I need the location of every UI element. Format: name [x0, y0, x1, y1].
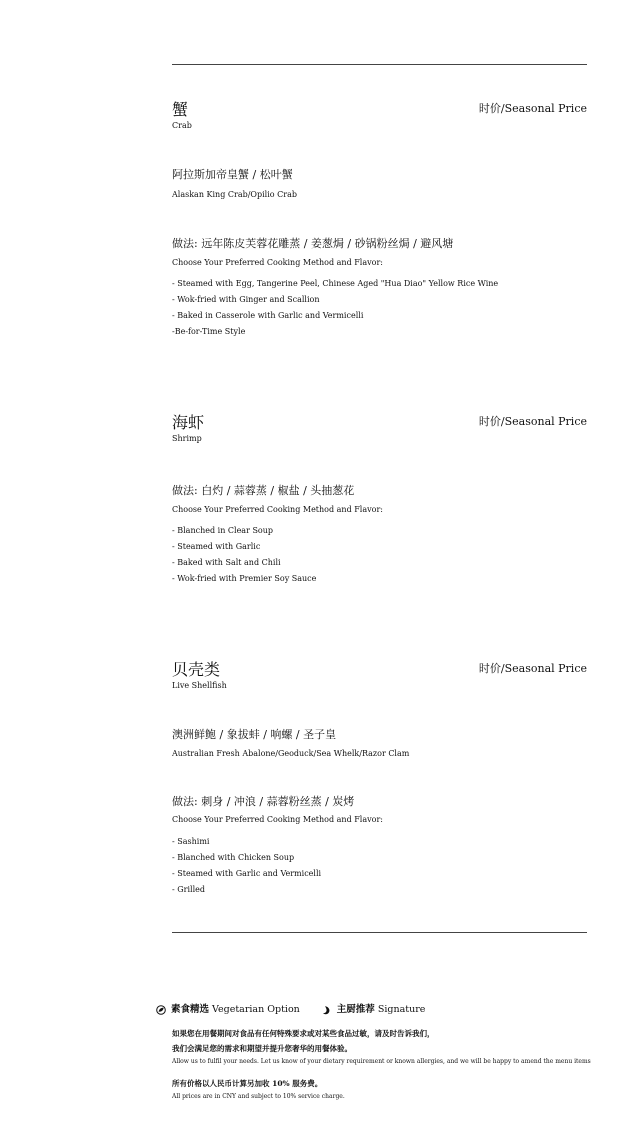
method-item: - Blanched with Chicken Soup [172, 853, 295, 862]
item-name-en: Alaskan King Crab/Opilio Crab [172, 190, 297, 199]
section-shellfish [172, 660, 587, 900]
method-item: - Baked with Salt and Chili [172, 558, 281, 567]
method-item: -Be-for-Time Style [172, 327, 246, 336]
item-name-cn: 澳洲鲜鲍 / 象拔蚌 / 响螺 / 圣子皇 [172, 728, 337, 741]
crescent-icon [322, 1005, 332, 1015]
service-charge-cn: 所有价格以人民币计算另加收 10% 服务费。 [172, 1079, 323, 1088]
service-charge-en: All prices are in CNY and subject to 10% service charge. [172, 1093, 345, 1100]
method-item: - Blanched in Clear Soup [172, 526, 274, 535]
section-price: 时价/Seasonal Price [478, 102, 587, 115]
method-heading-en: Choose Your Preferred Cooking Method and Flavor: [172, 815, 383, 824]
signature-label-en: Signature [377, 1004, 426, 1015]
bottom-divider [172, 932, 587, 933]
item-name-en: Australian Fresh Abalone/Geoduck/Sea Whelk/Razor Clam [172, 749, 410, 758]
allergy-note-cn-1: 如果您在用餐期间对食品有任何特殊要求或对某些食品过敏，请及时告诉我们， [172, 1029, 435, 1038]
section-title: 蟹 [172, 100, 189, 119]
method-item: - Steamed with Garlic and Vermicelli [172, 869, 322, 878]
method-list [172, 276, 498, 340]
method-heading-cn: 做法: 刺身 / 冲浪 / 蒜蓉粉丝蒸 / 炭烤 [172, 795, 355, 808]
method-heading-en: Choose Your Preferred Cooking Method and Flavor: [172, 505, 383, 514]
top-divider [172, 64, 587, 65]
item-name-cn: 阿拉斯加帝皇蟹 / 松叶蟹 [172, 168, 293, 181]
allergy-note-cn-2: 我们会满足您的需求和期望并提升您奢华的用餐体验。 [172, 1044, 352, 1053]
signature-label-cn: 主厨推荐 [336, 1004, 375, 1015]
section-subtitle: Shrimp [172, 434, 202, 443]
method-list [172, 523, 316, 587]
method-item: - Grilled [172, 885, 205, 894]
method-heading-cn: 做法: 远年陈皮芙蓉花雕蒸 / 姜葱焗 / 砂锅粉丝焗 / 避风塘 [172, 237, 454, 250]
method-heading-en: Choose Your Preferred Cooking Method and Flavor: [172, 258, 383, 267]
method-item: - Steamed with Egg, Tangerine Peel, Chinese Aged "Hua Diao" Yellow Rice Wine [172, 279, 499, 288]
vegetarian-label-en: Vegetarian Option [212, 1004, 300, 1015]
section-subtitle: Crab [172, 121, 192, 130]
method-item: - Wok-fried with Ginger and Scallion [172, 295, 320, 304]
method-heading-cn: 做法: 白灼 / 蒜蓉蒸 / 椒盐 / 头抽葱花 [172, 484, 355, 497]
method-item: - Steamed with Garlic [172, 542, 261, 551]
method-item: - Baked in Casserole with Garlic and Vermicelli [172, 311, 364, 320]
section-crab [172, 100, 587, 350]
method-item: - Sashimi [172, 837, 210, 846]
section-shrimp [172, 413, 587, 593]
section-title: 海虾 [172, 413, 205, 432]
allergy-note-en: Allow us to fulfil your needs. Let us know of your dietary requirement or known allergies, and we will be happy to amend the menu items [172, 1058, 591, 1065]
section-title: 贝壳类 [172, 660, 221, 679]
vegetarian-label-cn: 素食精选 [171, 1004, 210, 1015]
legend-vegetarian [156, 1003, 300, 1017]
method-list [172, 834, 321, 898]
section-price: 时价/Seasonal Price [478, 662, 587, 675]
menu-footer [156, 1003, 616, 1113]
section-subtitle: Live Shellfish [172, 681, 227, 690]
method-item: - Wok-fried with Premier Soy Sauce [172, 574, 317, 583]
legend [156, 1003, 447, 1017]
leaf-icon [156, 1005, 166, 1015]
legend-signature [322, 1003, 426, 1017]
section-price: 时价/Seasonal Price [478, 415, 587, 428]
